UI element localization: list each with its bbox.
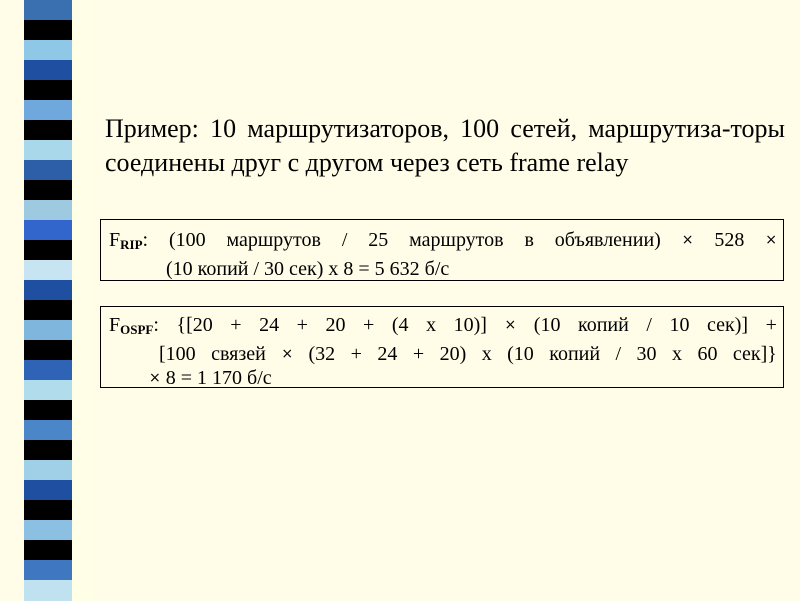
stripe-block	[24, 180, 72, 201]
stripe-block	[24, 20, 72, 41]
ospf-label-sub: OSPF	[120, 322, 154, 337]
formula-token: маршрутов	[409, 229, 504, 251]
ospf-formula-line-2	[109, 342, 777, 366]
formula-token: копий	[578, 314, 629, 336]
ospf-formula-line-3	[109, 366, 777, 390]
stripe-block	[24, 300, 72, 321]
formula-token: +	[412, 343, 425, 365]
stripe-block	[24, 220, 72, 241]
rip-formula-box	[100, 219, 784, 281]
formula-token: в	[524, 229, 534, 251]
formula-token: 30	[636, 343, 657, 365]
stripe-block	[24, 400, 72, 421]
stripe-block	[24, 480, 72, 501]
stripe-block	[24, 540, 72, 561]
stripe-block	[24, 80, 72, 101]
stripe-block	[24, 240, 72, 261]
ospf-formula-line-1	[109, 313, 777, 342]
rip-label-f: F	[109, 229, 121, 251]
stripe-block	[24, 100, 72, 121]
formula-token: (100	[168, 229, 206, 251]
times-symbol: ×	[504, 317, 517, 333]
formula-token: +	[230, 314, 242, 336]
formula-token: 24	[377, 343, 398, 365]
ospf-label: $F_{OSPF}$:	[109, 314, 159, 337]
stripe-block	[24, 280, 72, 301]
slide-headline: Пример: 10 маршрутизаторов, 100 сетей, маршрутиза-торы соединены друг с другом через сеть frame relay	[105, 114, 785, 177]
stripe-block	[24, 200, 72, 221]
formula-token: x	[481, 343, 492, 365]
stripe-block	[24, 40, 72, 61]
formula-token: /	[341, 229, 348, 251]
stripe-block	[24, 340, 72, 361]
stripe-block	[24, 160, 72, 181]
formula-token: сек]}	[732, 343, 777, 365]
rip-formula-line-2	[109, 257, 777, 281]
ospf-formula-box	[100, 306, 784, 388]
stripe-block	[24, 140, 72, 161]
stripe-block	[24, 560, 72, 581]
stripe-block	[24, 380, 72, 401]
stripe-block	[24, 440, 72, 461]
stripe-block	[24, 360, 72, 381]
formula-token: 528	[714, 229, 745, 251]
formula-token: 10)]	[453, 314, 487, 336]
stripe-block	[24, 120, 72, 141]
formula-token: +	[350, 343, 362, 365]
stripe-block	[24, 460, 72, 481]
formula-token: 20)	[439, 343, 467, 365]
times-symbol: ×	[681, 232, 694, 248]
formula-token: маршрутов	[226, 229, 321, 251]
formula-token: {[20	[176, 314, 213, 336]
stripe-block	[24, 520, 72, 541]
rip-formula-result: (10 копий / 30 сек) x 8 = 5 632 б/с	[166, 258, 450, 280]
times-symbol: ×	[281, 346, 294, 362]
formula-token: (10	[507, 343, 534, 365]
formula-token: /	[615, 343, 622, 365]
times-symbol: ×	[765, 232, 777, 248]
stripe-shadow	[72, 0, 92, 600]
formula-token: (32	[308, 343, 336, 365]
stripe-block	[24, 0, 72, 21]
formula-token: x	[672, 343, 682, 365]
formula-token: 10	[669, 314, 690, 336]
formula-token: +	[765, 314, 777, 336]
formula-token: сек)]	[707, 314, 749, 336]
formula-token: x	[426, 314, 437, 336]
stripe-block	[24, 320, 72, 341]
rip-label-sub: RIP	[120, 237, 143, 252]
ospf-formula-result: 8 = 1 170 б/с	[165, 367, 272, 389]
stripe-block	[24, 500, 72, 521]
formula-token: [100	[159, 343, 196, 365]
decorative-stripe	[24, 0, 72, 600]
formula-token: /	[646, 314, 652, 336]
stripe-block	[24, 60, 72, 81]
times-symbol: ×	[149, 370, 161, 386]
rip-label: $F_{RIP}$:	[109, 229, 149, 252]
formula-token: связей	[211, 343, 266, 365]
rip-formula-line-1	[109, 228, 777, 257]
formula-token: +	[363, 314, 375, 336]
stripe-block	[24, 260, 72, 281]
formula-token: +	[296, 314, 308, 336]
formula-token: объявлении)	[554, 229, 661, 251]
formula-token: 20	[325, 314, 346, 336]
formula-token: копий	[549, 343, 601, 365]
formula-token: (4	[391, 314, 409, 336]
formula-token: 24	[259, 314, 280, 336]
formula-token: (10	[533, 314, 561, 336]
ospf-label-f: F	[109, 314, 121, 336]
formula-token: 60	[697, 343, 718, 365]
formula-token: 25	[368, 229, 389, 251]
stripe-block	[24, 420, 72, 441]
stripe-block	[24, 580, 72, 601]
